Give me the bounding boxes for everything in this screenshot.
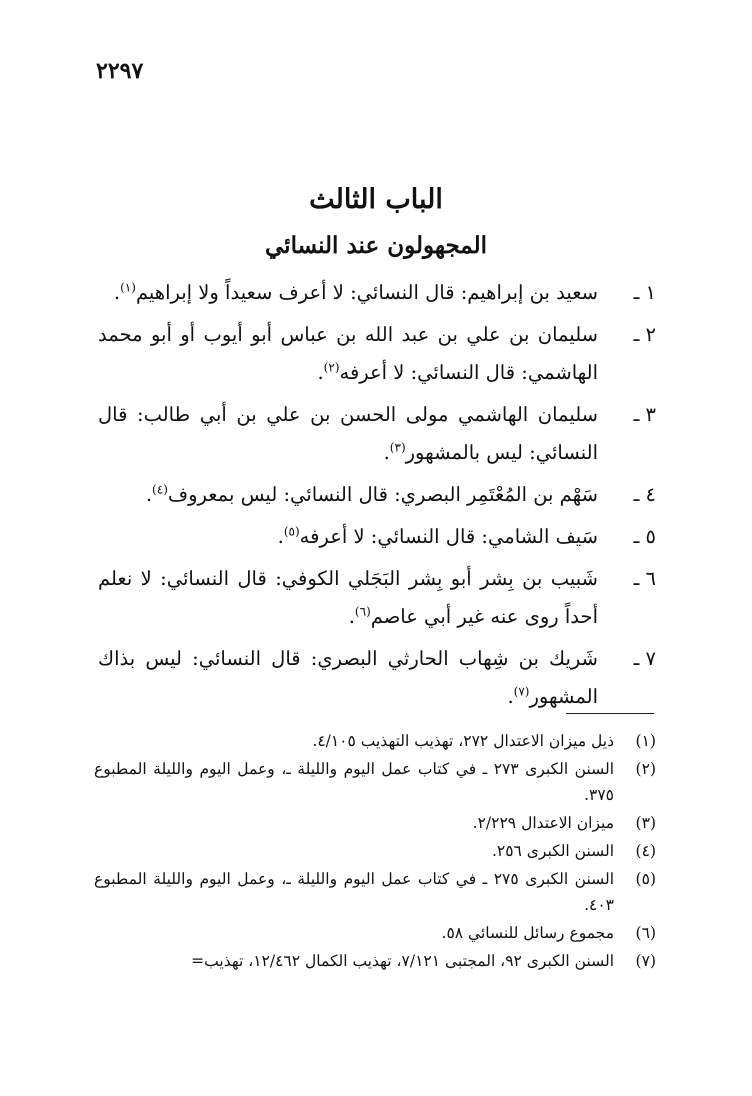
entry-number: ٧ ـ: [633, 647, 656, 670]
footnote-text: مجموع رسائل للنسائي ٥٨.: [441, 924, 614, 942]
entry-text: سليمان بن علي بن عبد الله بن عباس أبو أيوب أو أبو محمد الهاشمي: قال النسائي: لا أعرفه: [98, 323, 598, 384]
entry-text: شَبيب بن بِشر أبو بِشر البَجَلي الكوفي: قال النسائي: لا نعلم أحداً روى عنه غير أبي عاصم: [98, 567, 598, 628]
entry-text: سعيد بن إبراهيم: قال النسائي: لا أعرف سعيداً ولا إبراهيم: [135, 281, 598, 304]
entry-number: ٤ ـ: [633, 483, 656, 506]
entry-number: ٢ ـ: [633, 323, 656, 346]
entry-text: سَيف الشامي: قال النسائي: لا أعرفه: [299, 525, 598, 548]
entry-number: ١ ـ: [633, 281, 656, 304]
footnote-text: ميزان الاعتدال ٢/٢٢٩.: [472, 814, 614, 832]
footnote-ref: (٤): [152, 482, 168, 497]
footnote: [94, 756, 656, 808]
entry-end: .: [348, 605, 355, 628]
footnote-number: (٥): [635, 870, 656, 888]
footnote-text: السنن الكبرى ٩٢، المجتبى ٧/١٢١، تهذيب الكمال ١٢/٤٦٢، تهذيب=: [191, 952, 614, 970]
footnote-ref: (٧): [513, 684, 530, 699]
footnote-ref: (٢): [323, 360, 340, 375]
entry-number: ٣ ـ: [633, 403, 656, 426]
list-item: [98, 476, 656, 514]
footnote: [94, 728, 656, 754]
footnote: [94, 866, 656, 918]
footnote-text: السنن الكبرى ٢٧٥ ـ في كتاب عمل اليوم والليلة ـ، وعمل اليوم والليلة المطبوع ٤٠٣.: [94, 870, 614, 914]
footnote-text: السنن الكبرى ٢٧٣ ـ في كتاب عمل اليوم والليلة ـ، وعمل اليوم والليلة المطبوع ٣٧٥.: [94, 760, 614, 804]
footnote-ref: (٦): [354, 604, 371, 619]
footnote-number: (٤): [635, 842, 656, 860]
footnote-divider: [566, 713, 654, 714]
footnote: [94, 920, 656, 946]
entry-text: سَهْم بن المُعْتَمِر البصري: قال النسائي: ليس بمعروف: [167, 483, 598, 506]
footnote-number: (٢): [635, 760, 656, 778]
entry-list: [98, 274, 656, 720]
footnote-ref: (٥): [283, 524, 300, 539]
list-item: [98, 316, 656, 392]
footnote: [94, 948, 656, 974]
entry-number: ٦ ـ: [633, 567, 656, 590]
footnote-ref: (١): [120, 280, 136, 295]
entry-end: .: [277, 525, 284, 548]
entry-text: شَريك بن شِهاب الحارثي البصري: قال النسائي: ليس بذاك المشهور: [98, 647, 598, 708]
footnote-list: [94, 728, 656, 976]
footnote-text: السنن الكبرى ٢٥٦.: [491, 842, 614, 860]
footnote: [94, 810, 656, 836]
entry-end: .: [113, 281, 121, 304]
footnote-ref: (٣): [389, 440, 406, 455]
list-item: [98, 640, 656, 716]
list-item: [98, 560, 656, 636]
entry-number: ٥ ـ: [633, 525, 656, 548]
page-number: ٢٢٩٧: [96, 58, 144, 84]
entry-text: سليمان الهاشمي مولى الحسن بن علي بن أبي طالب: قال النسائي: ليس بالمشهور: [98, 403, 598, 464]
list-item: [98, 518, 656, 556]
chapter-title: الباب الثالث: [309, 184, 443, 215]
footnote-number: (١): [635, 732, 656, 750]
list-item: [98, 396, 656, 472]
footnote-text: ذيل ميزان الاعتدال ٢٧٢، تهذيب التهذيب ٤/١٠٥.: [312, 732, 614, 750]
chapter-subtitle: المجهولون عند النسائي: [265, 232, 487, 259]
footnote-number: (٧): [635, 952, 656, 970]
entry-end: .: [507, 685, 514, 708]
footnote-number: (٦): [635, 924, 656, 942]
entry-end: .: [145, 483, 153, 506]
list-item: [98, 274, 656, 312]
footnote: [94, 838, 656, 864]
entry-end: .: [383, 441, 390, 464]
footnote-number: (٣): [635, 814, 656, 832]
entry-end: .: [317, 361, 324, 384]
